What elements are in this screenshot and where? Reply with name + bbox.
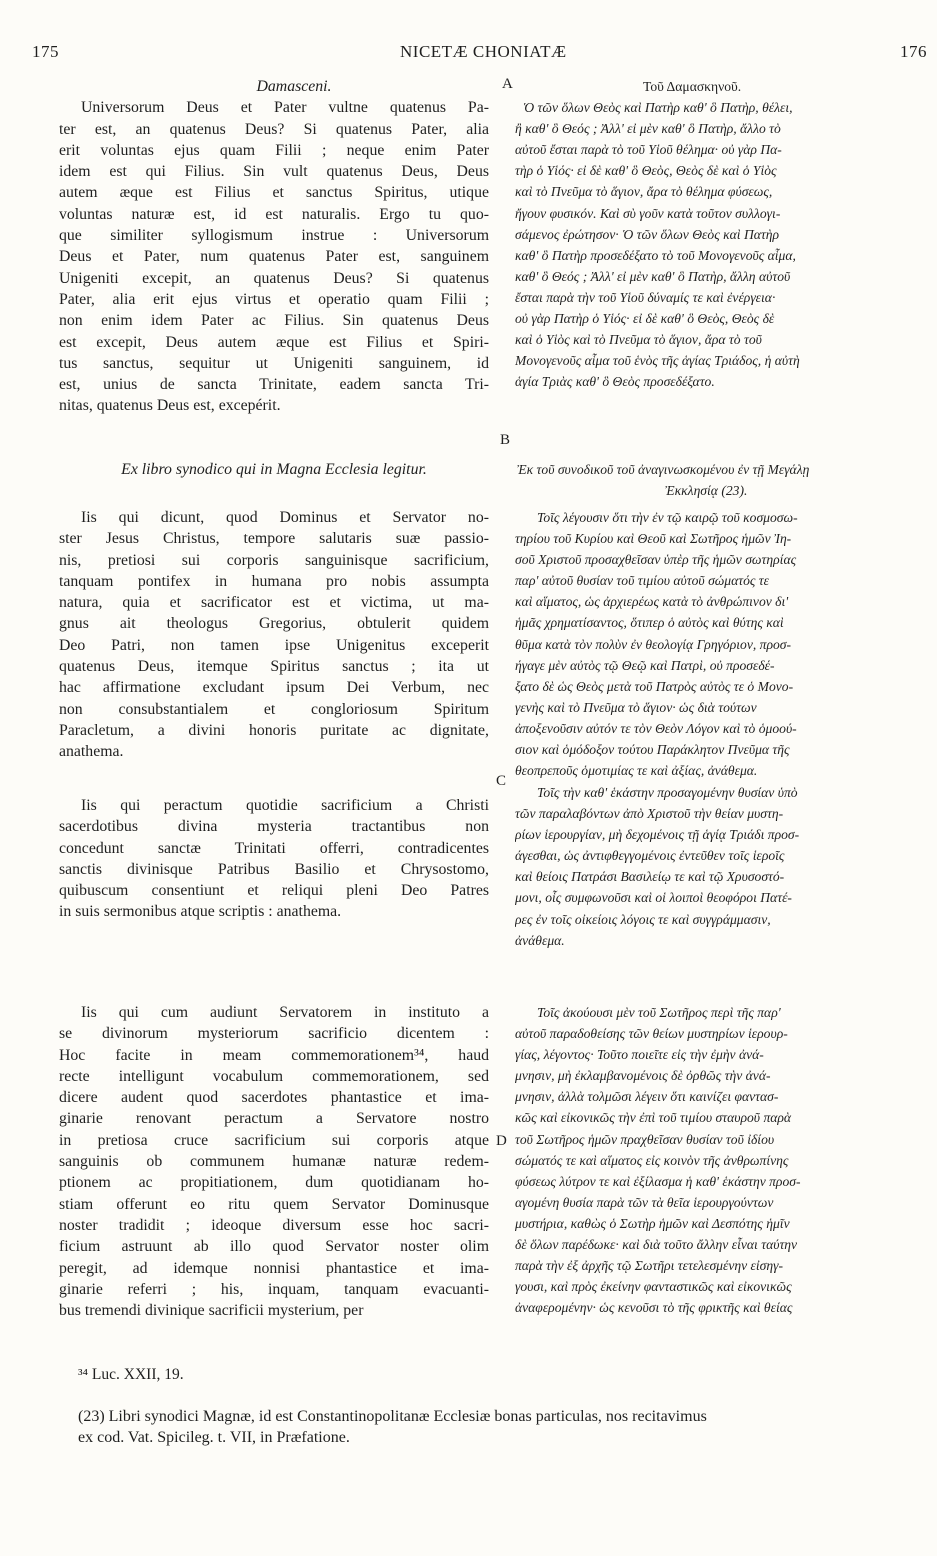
greek-paragraph-1-line: ἢ καθ' ὃ Θεός ; Ἀλλ' εἰ μὲν καθ' ὃ Πατὴρ, ἄλλο τὸ bbox=[515, 121, 781, 137]
greek-paragraph-4 bbox=[515, 1002, 935, 1318]
greek-heading-damascenus: Τοῦ Δαμασκηνοῦ. bbox=[643, 79, 742, 94]
latin-paragraph-1 bbox=[59, 97, 489, 416]
greek-heading-synodic-1: Ἐκ τοῦ συνοδικοῦ τοῦ ἀναγινωσκομένου ἐν τῇ Μεγάλῃ bbox=[517, 462, 810, 477]
latin-paragraph-4-line: ginarie referri ; his, inquam, tanquam evacuanti- bbox=[59, 1280, 489, 1298]
footnote-23-line-2: ex cod. Vat. Spicileg. t. VII, in Præfatione. bbox=[78, 1429, 350, 1446]
latin-paragraph-2-line: ster Jesus Christus, tempore salutaris suæ passio- bbox=[59, 530, 489, 548]
greek-paragraph-2-line: ξατο δὲ ὡς Θεὸς μετὰ τοῦ Πατρὸς αὐτὸς τε ὁ Μονο- bbox=[515, 678, 794, 694]
latin-paragraph-1-line: ter est, an quatenus Deus? Si quatenus Pater, alia bbox=[59, 120, 489, 138]
left-page-number: 175 bbox=[32, 42, 59, 61]
latin-paragraph-1-line: Pater, alia erit ejus virtus et operatio quam Filii ; bbox=[59, 290, 489, 308]
latin-paragraph-2-line: Iis qui dicunt, quod Dominus et Servator no- bbox=[81, 509, 489, 526]
latin-paragraph-1-line: que similiter syllogismum instrue : Universorum bbox=[59, 227, 489, 245]
latin-paragraph-4-line: se divinorum mysteriorum sacrificio dicentem : bbox=[59, 1025, 489, 1043]
greek-paragraph-1-line: Ὁ τῶν ὅλων Θεὸς καὶ Πατὴρ καθ' ὃ Πατὴρ, θέλει, bbox=[523, 100, 793, 116]
greek-paragraph-2-line: Τοῖς λέγουσιν ὅτι τὴν ἐν τῷ καιρῷ τοῦ κοσμοσω- bbox=[537, 510, 798, 525]
latin-paragraph-1-line: erit voluntas ejus quam Filii ; neque enim Pater bbox=[59, 141, 489, 159]
greek-paragraph-2-line: καὶ αἵματος, ὡς ἀρχιερέως κατὰ τὸ ἀνθρώπινον δι' bbox=[515, 594, 789, 610]
latin-paragraph-1-line: non enim idem Pater ac Filius. Sin quatenus Deus bbox=[59, 312, 489, 330]
greek-paragraph-4-block bbox=[515, 1002, 935, 1318]
latin-paragraph-1-line: est, unius de sancta Trinitate, eadem sancta Tri- bbox=[59, 376, 489, 394]
latin-paragraph-2-line: hac affirmatione excludant ipsum Dei Verbum, nec bbox=[59, 679, 489, 697]
latin-heading-synodic: Ex libro synodico qui in Magna Ecclesia legitur. bbox=[121, 461, 427, 478]
greek-paragraph-4-line: μνησιν, μὴ ἐκλαμβανομένοις δὲ ὀρθῶς τὴν ἀνά- bbox=[515, 1068, 771, 1084]
greek-paragraph-1-line: αὐτοῦ ἔσται παρὰ τὸ τοῦ Υἱοῦ θέλημα· οὐ γὰρ Πα- bbox=[515, 142, 782, 158]
greek-paragraph-1-line: οὐ γὰρ Πατὴρ ὁ Υἱός· εἰ δὲ καθ' ὃ Θεὸς, Θεὸς δὲ bbox=[515, 311, 775, 327]
greek-paragraph-2-line: θῦμα κατὰ τὸν πολὺν ἐν θεολογίᾳ Γρηγόριον, προσ- bbox=[515, 636, 792, 652]
latin-paragraph-3-line: Iis qui peractum quotidie sacrificium a Christi bbox=[81, 797, 489, 814]
latin-paragraph-2-line: non consubstantialem et congloriosum Spiritum bbox=[59, 700, 489, 718]
greek-paragraph-2-line: σιον καὶ ὁμόδοξον τούτου Παράκλητον Πνεῦμα τῆς bbox=[515, 742, 790, 758]
latin-paragraph-2-line: natura, quia et sacrificator est et victima, ut ma- bbox=[59, 594, 489, 612]
footnote-23-line-1: (23) Libri synodici Magnæ, id est Constantinopolitanæ Ecclesiæ bonas particulas, nos recitavimus bbox=[78, 1408, 707, 1425]
latin-paragraph-3-line: sacerdotibus divina mysteria tractantibus non bbox=[59, 818, 489, 836]
greek-paragraph-1-line: ἤγουν φυσικόν. Καὶ σὺ γοῦν κατὰ τοῦτον συλλογι- bbox=[515, 205, 781, 221]
greek-paragraph-1-line: ἔσται παρὰ τὴν τοῦ Υἱοῦ δύναμίς τε καὶ ἐνέργεια· bbox=[515, 289, 776, 305]
latin-paragraph-4-line: sanguinis ob communem humanæ naturæ redem- bbox=[59, 1153, 489, 1171]
latin-paragraph-2-line: nis, pretiosi sui corporis sanguinisque sacrificium, bbox=[59, 551, 489, 569]
latin-paragraph-3-line: sanctis divinisque Patribus Basilio et Chrysostomo, bbox=[59, 860, 489, 878]
latin-paragraph-2-line: quatenus Deus, itemque Spiritus sanctus ; ita ut bbox=[59, 658, 489, 676]
greek-paragraph-2-block bbox=[515, 507, 935, 781]
greek-paragraph-2-line: ἡμᾶς χρηματίσαντος, ὅτιπερ ὁ αὐτὸς καὶ θύτης καὶ bbox=[515, 615, 784, 631]
latin-paragraph-2-line: Paracletum, a divini honoris puritate ac dignitate, bbox=[59, 721, 489, 739]
greek-paragraph-3-line: καὶ θείοις Πατράσι Βασιλείῳ τε καὶ τῷ Χρυσοστό- bbox=[515, 869, 785, 885]
margin-marker-a: A bbox=[502, 76, 513, 92]
latin-paragraph-1-line: Unigeniti excepit, an quatenus Deus? Si quatenus bbox=[59, 269, 489, 287]
greek-paragraph-2-line: παρ' αὐτοῦ θυσίαν τοῦ τιμίου αὐτοῦ σώματός τε bbox=[515, 573, 770, 589]
greek-paragraph-4-line: φύσεως λύτρον τε καὶ ἐξίλασμα ἡ καθ' ἑκάστην προσ- bbox=[515, 1173, 801, 1189]
footnote-34: ³⁴ Luc. XXII, 19. bbox=[78, 1366, 184, 1383]
greek-paragraph-1-line: ἁγία Τριὰς καθ' ὃ Θεὸς προσεδέξατο. bbox=[515, 374, 715, 390]
latin-paragraph-4-line: recte intelligunt vocabulum commemorationem, sed bbox=[59, 1067, 489, 1085]
greek-paragraph-4-line: αὐτοῦ παραδοθείσης τῶν θείων μυστηρίων ἱερουρ- bbox=[515, 1026, 788, 1042]
greek-paragraph-1-line: Μονογενοῦς αἷμα τοῦ ἑνὸς τῆς ἁγίας Τριάδος, ἡ αὐτὴ bbox=[515, 353, 800, 369]
latin-paragraph-4-line: Hoc facite in meam commemorationem³⁴, haud bbox=[59, 1046, 489, 1064]
running-title: NICETÆ CHONIATÆ bbox=[400, 42, 567, 61]
greek-paragraph-3-line: ἀνάθεμα. bbox=[515, 932, 565, 948]
greek-paragraph-3-block bbox=[515, 782, 935, 951]
margin-marker-d: D bbox=[496, 1133, 507, 1149]
greek-paragraph-4-line: τοῦ Σωτῆρος ἡμῶν πραχθεῖσαν θυσίαν τοῦ ἰδίου bbox=[515, 1131, 775, 1147]
greek-paragraph-3-line: τῶν παραλαβόντων ἀπὸ Χριστοῦ τὴν θείαν μυστη- bbox=[515, 806, 784, 822]
latin-paragraph-4-line: ptionem ac propitiationem, dum quotidianam ho- bbox=[59, 1174, 489, 1192]
greek-paragraph-1-line: καὶ ὁ Υἱὸς καὶ τὸ Πνεῦμα τὸ ἅγιον, ἄρα τὸ τοῦ bbox=[515, 332, 762, 348]
latin-paragraph-4-line: bus tremendi divinique sacrificii mysterium, per bbox=[59, 1302, 364, 1320]
latin-paragraph-1-line: tus sanctus, sequitur ut Unigeniti sanguinem, id bbox=[59, 354, 489, 372]
greek-paragraph-1-line: καθ' ὃ Θεός ; Ἀλλ' εἰ μὲν καθ' ὃ Πατὴρ, ἄλλη αὐτοῦ bbox=[515, 268, 791, 284]
greek-paragraph-3-line: μονι, οἷς συμφωνοῦσι καὶ οἱ λοιποὶ θεοφόροι Πατέ- bbox=[515, 890, 792, 906]
latin-paragraph-4-line: ficium astruunt ab illo quod Servator noster olim bbox=[59, 1238, 489, 1256]
right-page-number: 176 bbox=[900, 42, 927, 61]
greek-paragraph-4-line: παρὰ τὴν ἐξ ἀρχῆς τῷ Σωτῆρι τετελεσμένην εἰσηγ- bbox=[515, 1258, 784, 1274]
greek-paragraph-2-line: ἀποξενοῦσιν αὐτόν τε τὸν Θεὸν Λόγον καὶ τὸ ὁμοού- bbox=[515, 720, 797, 736]
latin-paragraph-1-line: autem æque est Filius et sanctus Spiritus, utique bbox=[59, 184, 489, 202]
latin-paragraph-4-line: peregit, ad idemque nonnisi phantastice et ima- bbox=[59, 1259, 489, 1277]
greek-paragraph-4-line: δὲ ὅλων παρέδωκε· καὶ διὰ τοῦτο ἄλλην εἶναι ταύτην bbox=[515, 1237, 798, 1253]
greek-paragraph-2-line: ήγαγε μὲν αὐτὸς τῷ Θεῷ καὶ Πατρὶ, οὐ προσεδέ- bbox=[515, 657, 775, 673]
greek-paragraph-2-line: τηρίου τοῦ Κυρίου καὶ Θεοῦ καὶ Σωτῆρος ἡμῶν Ἰη- bbox=[515, 531, 792, 547]
greek-heading-synodic-2: Ἐκκλησίᾳ (23). bbox=[665, 483, 748, 499]
latin-paragraph-2 bbox=[59, 507, 489, 763]
greek-paragraph-4-line: μνησιν, ἀλλὰ τολμῶσι λέγειν ὅτι καινίζει φαντασ- bbox=[515, 1089, 779, 1105]
latin-paragraph-3-line: quibuscum consentiunt et reliqui pleni Deo Patres bbox=[59, 882, 489, 900]
latin-paragraph-1-line: voluntas naturæ est, id est naturalis. Ergo tu quo- bbox=[59, 205, 489, 223]
latin-paragraph-4-line: dicere audent quod sacerdotes phantastice et ima- bbox=[59, 1089, 489, 1107]
latin-paragraph-4-line: Iis qui cum audiunt Servatorem in instituto a bbox=[81, 1004, 489, 1021]
latin-paragraph-3-block bbox=[59, 795, 489, 923]
greek-paragraph-4-line: γίας, λέγοντος· Τοῦτο ποιεῖτε εἰς τὴν ἐμὴν ἀνά- bbox=[515, 1047, 764, 1063]
latin-paragraph-1-line: est excepit, Deus autem æque est Filius et Spiri- bbox=[59, 333, 489, 351]
greek-paragraph-4-line: κῶς καὶ εἰκονικῶς τὴν ἐπὶ τοῦ τιμίου σταυροῦ παρὰ bbox=[515, 1110, 792, 1126]
latin-paragraph-2-line: gnus ait theologus Gregorius, obtulerit quidem bbox=[59, 615, 489, 633]
greek-paragraph-4-line: γουσι, καὶ πρὸς ἐκείνην φανταστικῶς καὶ εἰκονικῶς bbox=[515, 1279, 792, 1295]
greek-column bbox=[515, 76, 935, 392]
greek-paragraph-1 bbox=[515, 97, 935, 392]
greek-paragraph-4-line: Τοῖς ἀκούουσι μὲν τοῦ Σωτῆρος περὶ τῆς παρ' bbox=[537, 1005, 781, 1020]
latin-paragraph-2-line: tanquam pontifex in humana pro nobis assumpta bbox=[59, 572, 489, 590]
latin-paragraph-3-line: in suis sermonibus atque scriptis : anathema. bbox=[59, 903, 342, 921]
latin-paragraph-2-line: anathema. bbox=[59, 743, 124, 761]
latin-paragraph-1-line: Deus et Pater, num quatenus Pater est, sanguinem bbox=[59, 248, 489, 266]
greek-paragraph-3-line: ρες ἐν τοῖς οἰκείοις λόγοις τε καὶ συγγράμμασιν, bbox=[515, 911, 771, 927]
latin-heading-damasceni: Damasceni. bbox=[256, 78, 332, 95]
greek-paragraph-4-line: αγομένη θυσία παρὰ τῶν τὰ θεῖα ἱερουργούντων bbox=[515, 1194, 774, 1210]
greek-paragraph-4-line: ἀναφερομένην· ὡς κενοῦσι τὸ τῆς φρικτῆς καὶ θείας bbox=[515, 1300, 793, 1316]
greek-synodic-block bbox=[515, 459, 935, 501]
greek-paragraph-3 bbox=[515, 782, 935, 951]
greek-paragraph-1-line: καὶ τὸ Πνεῦμα τὸ ἅγιον, ἄρα τὸ θέλημα φύσεως, bbox=[515, 184, 773, 200]
margin-marker-c: C bbox=[496, 773, 507, 789]
latin-paragraph-4-line: ginarie renovant peractum a Servatore nostro bbox=[59, 1110, 489, 1128]
greek-paragraph-3-line: άγεσθαι, ὡς ἀντιφθεγγομένοις ἐντεῦθεν τοῖς ἱεροῖς bbox=[515, 848, 785, 864]
greek-paragraph-2 bbox=[515, 507, 935, 781]
latin-paragraph-4 bbox=[59, 1002, 489, 1321]
latin-paragraph-4-block bbox=[59, 1002, 489, 1321]
latin-paragraph-1-line: Universorum Deus et Pater vultne quatenus Pa- bbox=[81, 99, 489, 117]
latin-paragraph-2-line: Deo Patri, non tamen ipse Unigenitus exceperit bbox=[59, 636, 489, 654]
greek-paragraph-1-line: σάμενος ἐρώτησον· Ὁ τῶν ὅλων Θεὸς καὶ Πατὴρ bbox=[515, 226, 780, 242]
latin-paragraph-1-line: nitas, quatenus Deus est, excepérit. bbox=[59, 397, 281, 415]
greek-paragraph-2-line: θεοπρεποῦς ὁμοτιμίας τε καὶ ἀξίας, ἀνάθεμα. bbox=[515, 763, 758, 779]
greek-paragraph-1-line: καθ' ὃ Πατὴρ προσεδέξατο τὸ τοῦ Μονογενοῦς αἷμα, bbox=[515, 247, 796, 263]
latin-paragraph-2-block bbox=[59, 507, 489, 763]
greek-paragraph-4-line: σώματός τε καὶ αἵματος εἰς κοινὸν τῆς ἀνθρωπίνης bbox=[515, 1152, 789, 1168]
greek-paragraph-1-line: τὴρ ὁ Υἱός· εἰ δὲ καθ' ὃ Θεὸς, Θεὸς δὲ καὶ ὁ Υἱὸς bbox=[515, 163, 777, 179]
latin-paragraph-4-line: stiam offerunt eo ritu quem Servator Dominusque bbox=[59, 1195, 489, 1213]
latin-paragraph-3 bbox=[59, 795, 489, 923]
margin-marker-b: B bbox=[500, 432, 511, 448]
greek-paragraph-2-line: σοῦ Χριστοῦ προσαχθεῖσαν ὑπὲρ τῆς ἡμῶν σωτηρίας bbox=[515, 552, 797, 568]
greek-paragraph-3-line: Τοῖς τὴν καθ' ἑκάστην προσαγομένην θυσίαν ὑπὸ bbox=[537, 785, 798, 800]
latin-synodic-block bbox=[59, 459, 489, 480]
greek-paragraph-3-line: ρίων ἱερουργίαν, μὴ δεχομένοις τῇ ἁγίᾳ Τριάδι προσ- bbox=[515, 827, 800, 843]
latin-column bbox=[59, 76, 489, 417]
latin-paragraph-3-line: concedunt sanctæ Trinitati offerri, contradicentes bbox=[59, 839, 489, 857]
latin-paragraph-4-line: noster tradidit ; ideoque diversum esse hoc sacri- bbox=[59, 1216, 489, 1234]
greek-paragraph-2-line: γενὴς καὶ τὸ Πνεῦμα τὸ ἅγιον· ὡς διὰ τούτων bbox=[515, 699, 757, 715]
latin-paragraph-4-line: in pretiosa cruce sacrificium sui corporis atque bbox=[59, 1131, 489, 1149]
latin-paragraph-1-line: idem est qui Filius. Sin vult quatenus Deus, Deus bbox=[59, 163, 489, 181]
greek-paragraph-4-line: μυστήρια, καθὼς ὁ Σωτὴρ ἡμῶν καὶ Δεσπότης ἡμῖν bbox=[515, 1215, 790, 1231]
